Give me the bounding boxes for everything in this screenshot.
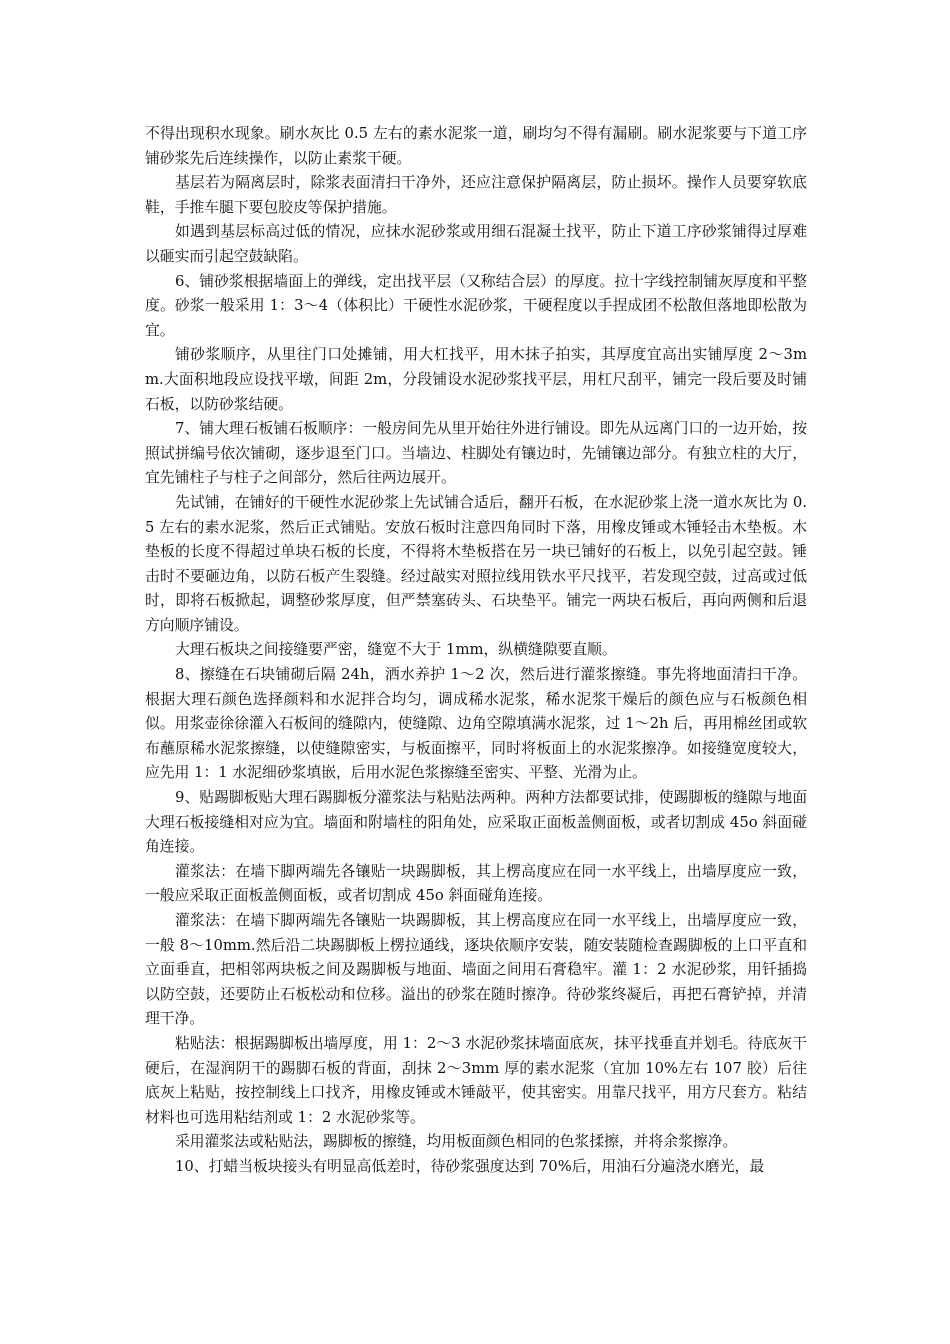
paragraph: 先试铺，在铺好的干硬性水泥砂浆上先试铺合适后，翻开石板，在水泥砂浆上浇一道水灰比为 0.5 左右的素水泥浆，然后正式铺贴。安放石板时注意四角同时下落，用橡皮锤或木锤轻击木垫板。木垫板的长度不得超过单块石板的长度，不得将木垫板搭在另一块已铺好的石板上，以免引起空鼓。锤击时不要砸边角，以防石板产生裂缝。经过敲实对照拉线用铁水平尺找平，若发现空鼓，过高或过低时，即将石板掀起，调整砂浆厚度，但严禁塞砖头、石块垫平。铺完一两块石板后，再向两侧和后退方向顺序铺设。 xyxy=(145,493,807,634)
paragraph: 如遇到基层标高过低的情况，应抹水泥砂浆或用细石混凝土找平，防止下道工序砂浆铺得过厚难以砸实而引起空鼓缺陷。 xyxy=(145,223,807,265)
paragraph: 基层若为隔离层时，除浆表面清扫干净外，还应注意保护隔离层，防止损坏。操作人员要穿软底鞋，手推车腿下要包胶皮等保护措施。 xyxy=(145,174,807,216)
paragraph: 灌浆法：在墙下脚两端先各镶贴一块踢脚板，其上楞高度应在同一水平线上，出墙厚度应一致，一般应采取正面板盖侧面板，或者切割成 45o 斜面碰角连接。 xyxy=(145,862,807,905)
paragraph: 6、铺砂浆根据墙面上的弹线，定出找平层（又称结合层）的厚度。拉十字线控制铺灰厚度和平整度。砂浆一般采用 1：3～4（体积比）干硬性水泥砂浆，干硬程度以手捏成团不松散但落地即松散为宜。 xyxy=(145,272,807,339)
paragraph: 10、打蜡当板块接头有明显高低差时，待砂浆强度达到 70%后，用油石分遍浇水磨光，最 xyxy=(175,1157,765,1175)
paragraph: 采用灌浆法或粘贴法，踢脚板的擦缝，均用板面颜色相同的色浆揉擦，并将余浆擦净。 xyxy=(175,1133,738,1151)
paragraph: 铺砂浆顺序，从里往门口处摊铺，用大杠找平，用木抹子拍实，其厚度宜高出实铺厚度 2～3mm.大面积地段应设找平墩，间距 2m，分段铺设水泥砂浆找平层，用杠尺刮平，铺完一段后要及时铺石板，以防砂浆结硬。 xyxy=(145,346,807,413)
paragraph: 9、贴踢脚板贴大理石踢脚板分灌浆法与粘贴法两种。两种方法都要试排，使踢脚板的缝隙与地面大理石板接缝相对应为宜。墙面和附墙柱的阳角处，应采取正面板盖侧面板，或者切割成 45o 斜面碰角连接。 xyxy=(145,789,807,856)
paragraph: 粘贴法：根据踢脚板出墙厚度，用 1：2～3 水泥砂浆抹墙面底灰，抹平找垂直并划毛。待底灰干硬后，在湿润阴干的踢脚石板的背面，刮抹 2～3mm 厚的素水泥浆（宜加 10%左右 107 胶）后往底灰上粘贴，按控制线上口找齐，用橡皮锤或木锤敲平，使其密实。用靠尺找平，用方尺套方。粘结材料也可选用粘结剂或 1：2 水泥砂浆等。 xyxy=(145,1034,807,1126)
document-body xyxy=(145,122,807,1180)
paragraph: 灌浆法：在墙下脚两端先各镶贴一块踢脚板，其上楞高度应在同一水平线上，出墙厚度应一致，一般 8～10mm.然后沿二块踢脚板上楞拉通线，逐块依顺序安装，随安装随检查踢脚板的上口平直和立面垂直，把相邻两块板之间及踢脚板与地面、墙面之间用石膏稳牢。灌 1：2 水泥砂浆，用钎插捣以防空鼓，还要防止石板松动和位移。溢出的砂浆在随时擦净。待砂浆终凝后，再把石膏铲掉，并清理干净。 xyxy=(145,912,807,1028)
paragraph: 大理石板块之间接缝要严密，缝宽不大于 1mm，纵横缝隙要直顺。 xyxy=(175,641,617,659)
paragraph: 8、擦缝在石块铺砌后隔 24h，洒水养护 1～2 次，然后进行灌浆擦缝。事先将地面清扫干净。根据大理石颜色选择颜料和水泥拌合均匀，调成稀水泥浆，稀水泥浆干燥后的颜色应与石板颜色相似。用浆壶徐徐灌入石板间的缝隙内，使缝隙、边角空隙填满水泥浆，过 1～2h 后，再用棉丝团或软布蘸原稀水泥浆擦缝，以使缝隙密实，与板面擦平，同时将板面上的水泥浆擦净。如接缝宽度较大，应先用 1：1 水泥细砂浆填嵌，后用水泥色浆擦缝至密实、平整、光滑为止。 xyxy=(145,666,807,782)
paragraph: 7、铺大理石板铺石板顺序：一般房间先从里开始往外进行铺设。即先从远离门口的一边开始，按照试拼编号依次铺砌，逐步退至门口。当墙边、柱脚处有镶边时，先铺镶边部分。有独立柱的大厅，宜先铺柱子与柱子之间部分，然后往两边展开。 xyxy=(145,420,807,487)
paragraph: 不得出现积水现象。刷水灰比 0.5 左右的素水泥浆一道，刷均匀不得有漏刷。刷水泥浆要与下道工序铺砂浆先后连续操作，以防止素浆干硬。 xyxy=(145,125,807,167)
